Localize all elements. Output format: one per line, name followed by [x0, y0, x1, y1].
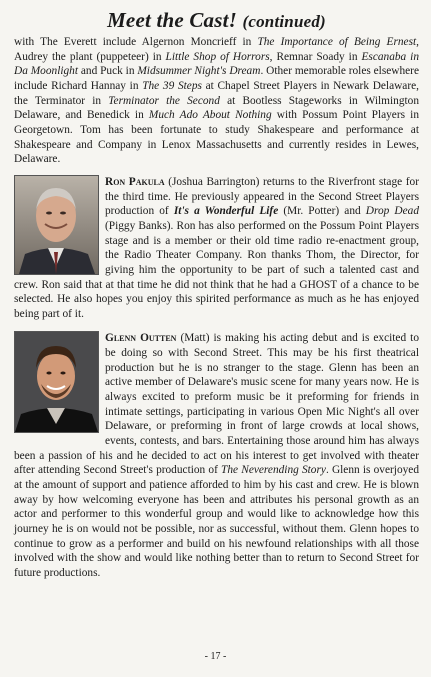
headshot-glenn-image [15, 332, 98, 432]
program-page [14, 0, 419, 677]
bio-text: . Other memorable roles elsewhere include Richard Hannay in [14, 65, 419, 92]
page-number: - 17 - [204, 651, 227, 662]
show-title: It's a Wonderful Life [173, 205, 279, 218]
bio-text: , Remnar Soady in [269, 50, 362, 63]
show-title: The Neverending Story [221, 464, 326, 477]
bio-text: (Matt) is making his acting debut and is excited to be doing so with Second Street. This may be his first theatrical production but he is no stranger to the stage. Glenn has been an active member of Delaware's music scene for many years now. He is always excited to preform music be it preforming for friends in intimate settings, participating in various Open Mic Night's all over Delaware, or preforming in front of large crowds at local shows, events, contests, and bars. Entertaining those around him has always been a passion of his and he decided to act on his interest to get involved with theater after attending Second Street's production of [14, 332, 419, 477]
show-title: Terminator the Second [108, 94, 220, 107]
cast-bios [14, 35, 419, 581]
bio-text: . Glenn is overjoyed at the amount of support and patience afforded to him by his cast and crew. He is blown away by how welcoming everyone has been and attributes his personal growth as an actor and performer to this wonderful group and would like to acknowledge how this journey he is on would not be possible, nor as successful, without them. Glenn hopes to continue to grow as a performer and build on his newfound relationships with all those involved with the show and would like nothing better than to return to Second Street for future productions. [14, 464, 419, 579]
show-title: Much Ado About Nothing [148, 109, 272, 122]
headshot-glenn-outten [14, 331, 99, 433]
bio-text: with Possum Point Players in Georgetown. Tom has been fortunate to study Shakespeare and performance at Shakespeare and Company in Lenox Massachusetts and currently resides in Lewes, Delaware. [14, 109, 419, 166]
show-title: The Importance of Being Ernest [257, 36, 417, 48]
headshot-ron-image [15, 176, 98, 274]
title-continued: (continued) [242, 12, 326, 31]
show-title: Escanaba in Da Moonlight [14, 50, 419, 78]
actor-name: Ron Pakula [105, 175, 165, 188]
bio-tom-continued [14, 35, 419, 167]
show-title: The 39 Steps [142, 79, 202, 92]
show-title: Midsummer Night's Dream [137, 65, 261, 78]
bio-text: (Joshua Barrington) returns to the Riverfront stage for the third time. He previously appeared in the Second Street Players production of [105, 175, 419, 218]
show-title: Drop Dead [365, 205, 419, 218]
bio-text: , Audrey the plant (puppeteer) in [14, 36, 419, 63]
headshot-ron-pakula [14, 175, 99, 275]
bio-text: at Bootless Stageworks in Wilmington Delaware, and Benedick in [14, 94, 419, 122]
bio-text: (Piggy Banks). Ron has also performed on the Possum Point Players stage and is a member or their old time radio re-enactment group, the Radio Theater Company. Ron thanks Thom, the Director, for giving him the opportunity to be part of such a talented cast and crew. Ron said that at that time he did not think that he had a GHOST of a chance to be selected. He also hopes you enjoy this spirited performance as much as he has enjoyed being part of it. [14, 219, 419, 320]
bio-text: at Chapel Street Players in Newark Delaware, the Terminator in [14, 79, 419, 107]
bio-text: (Mr. Potter) and [278, 205, 366, 218]
actor-name: Glenn Outten [105, 332, 177, 345]
show-title: Little Shop of Horrors [165, 50, 270, 63]
bio-text: and Puck in [78, 65, 138, 78]
page-title [14, 8, 419, 33]
title-text: Meet the Cast! [107, 8, 238, 32]
bio-text: with The Everett include Algernon Moncrieff in [14, 36, 258, 48]
